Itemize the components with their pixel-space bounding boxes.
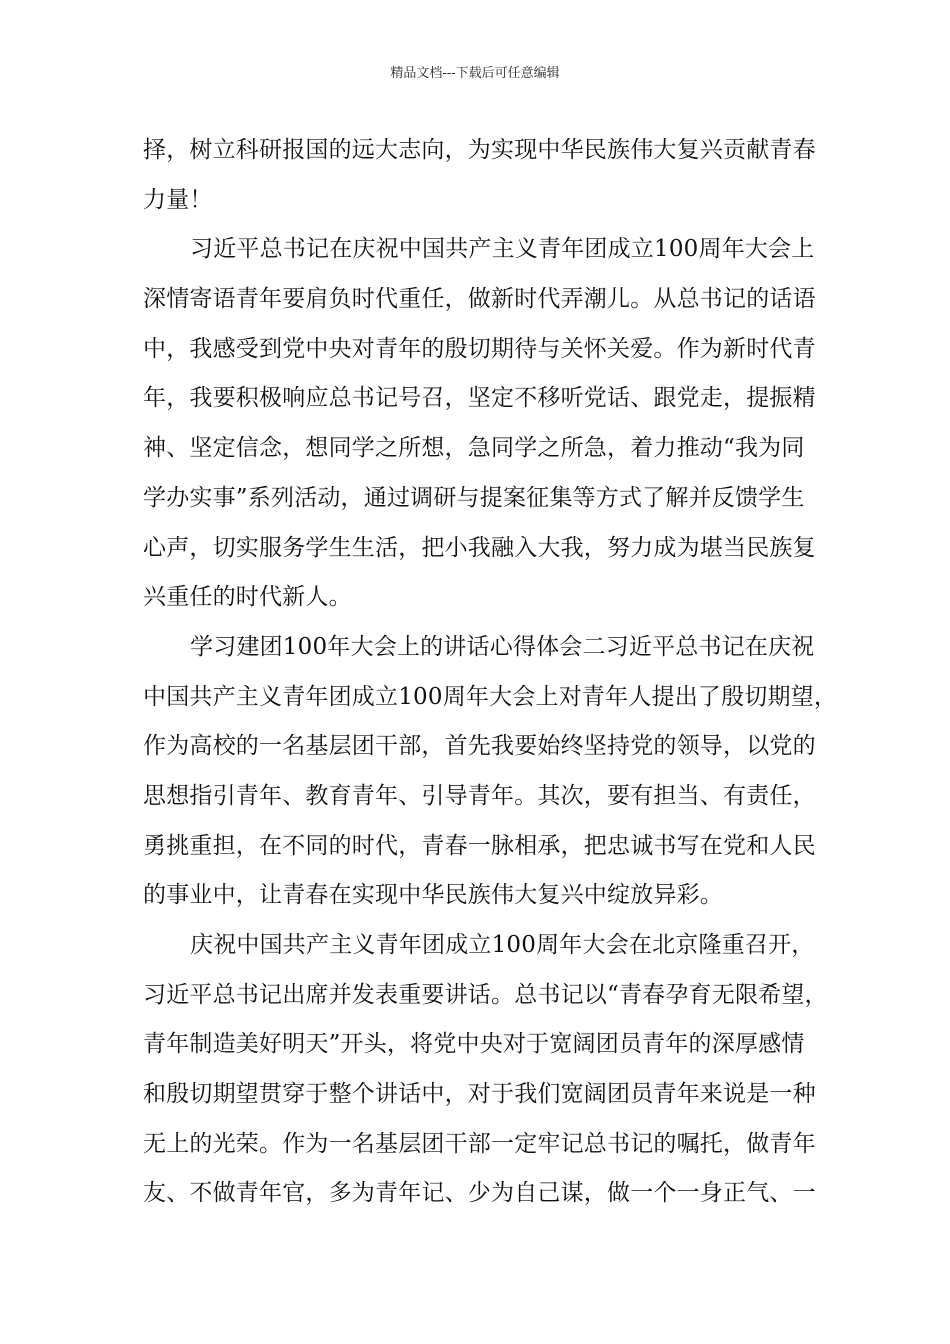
text-line: 择，树立科研报国的远大志向，为实现中华民族伟大复兴贡献青春 <box>143 137 816 163</box>
text-line: 的事业中，让青春在实现中华民族伟大复兴中绽放异彩。 <box>143 882 723 909</box>
text-line: 年，我要积极响应总书记号召，坚定不移听党话、跟党走，提振精 <box>143 385 816 412</box>
text-line: 深情寄语青年要肩负时代重任，做新时代弄潮儿。从总书记的话语 <box>143 286 816 313</box>
text-line: 无上的光荣。作为一名基层团干部一定牢记总书记的嘱托，做青年 <box>143 1130 816 1157</box>
text-line: 青年制造美好明天”开头，将党中央对于宽阔团员青年的深厚感情 <box>143 1031 805 1058</box>
text-line: 兴重任的时代新人。 <box>143 584 352 611</box>
text-line: 中国共产主义青年团成立100周年大会上对青年人提出了殷切期望， <box>143 683 838 710</box>
text-line: 心声，切实服务学生生活，把小我融入大我，努力成为堪当民族复 <box>143 534 816 561</box>
text-line: 思想指引青年、教育青年、引导青年。其次，要有担当、有责任， <box>143 782 816 809</box>
paragraph-first-line: 习近平总书记在庆祝中国共产主义青年团成立100周年大会上 <box>190 236 815 263</box>
page-header: 精品文档---下载后可任意编辑 <box>390 66 560 81</box>
text-line: 学办实事”系列活动，通过调研与提案征集等方式了解并反馈学生 <box>143 484 805 511</box>
paragraph-first-line: 学习建团100年大会上的讲话心得体会二习近平总书记在庆祝 <box>190 633 815 660</box>
paragraph-first-line: 庆祝中国共产主义青年团成立100周年大会在北京隆重召开， <box>190 932 815 958</box>
text-line: 和殷切期望贯穿于整个讲话中，对于我们宽阔团员青年来说是一种 <box>143 1081 816 1108</box>
text-line: 中，我感受到党中央对青年的殷切期待与关怀关爱。作为新时代青 <box>143 335 816 362</box>
text-line: 友、不做青年官，多为青年记、少为自己谋，做一个一身正气、一 <box>143 1180 816 1207</box>
document-body <box>143 126 838 1219</box>
text-line: 力量！ <box>143 186 213 213</box>
text-line: 勇挑重担，在不同的时代，青春一脉相承，把忠诚书写在党和人民 <box>143 832 816 859</box>
text-line: 习近平总书记出席并发表重要讲话。总书记以“青春孕育无限希望， <box>143 981 828 1008</box>
text-line: 神、坚定信念，想同学之所想，急同学之所急，着力推动“我为同 <box>143 435 805 462</box>
text-line: 作为高校的一名基层团干部，首先我要始终坚持党的领导，以党的 <box>143 733 816 760</box>
